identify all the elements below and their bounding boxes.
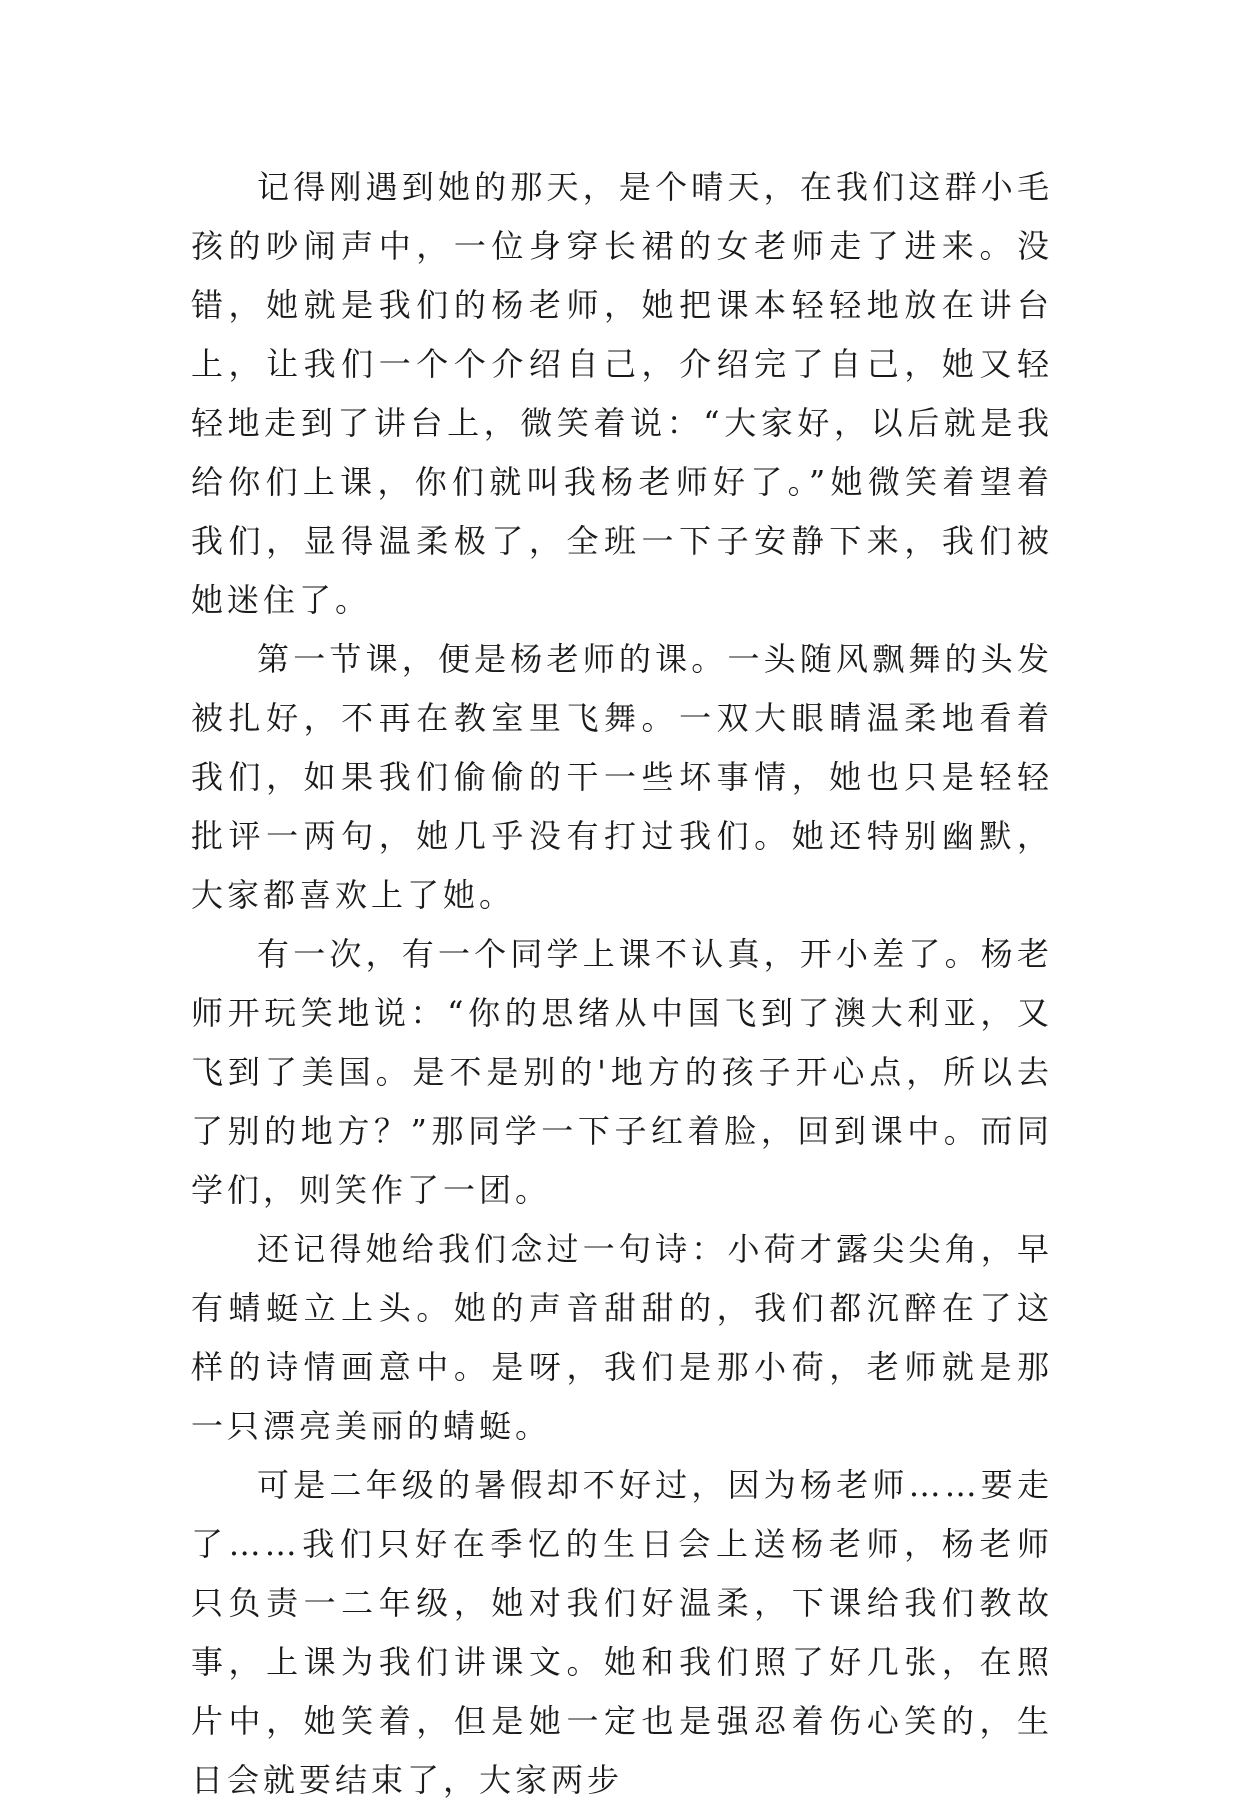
paragraph-2: 第一节课，便是杨老师的课。一头随风飘舞的头发被扎好，不再在教室里飞舞。一双大眼睛温柔地看着我们，如果我们偷偷的干一些坏事情，她也只是轻轻批评一两句，她几乎没有打过我们。她还特别幽默，大家都喜欢上了她。 bbox=[191, 640, 1053, 914]
paragraph-4: 还记得她给我们念过一句诗：小荷才露尖尖角，早有蜻蜓立上头。她的声音甜甜的，我们都沉醉在了这样的诗情画意中。是呀，我们是那小荷，老师就是那一只漂亮美丽的蜻蜓。 bbox=[191, 1230, 1053, 1445]
paragraph-5: 可是二年级的暑假却不好过，因为杨老师……要走了……我们只好在季忆的生日会上送杨老师，杨老师只负责一二年级，她对我们好温柔，下课给我们教故事，上课为我们讲课文。她和我们照了好几张，在照片中，她笑着，但是她一定也是强忍着伤心笑的，生日会就要结束了，大家两步 bbox=[191, 1466, 1053, 1799]
paragraph-3: 有一次，有一个同学上课不认真，开小差了。杨老师开玩笑地说：“你的思绪从中国飞到了澳大利亚，又飞到了美国。是不是别的'地方的孩子开心点，所以去了别的地方？”那同学一下子红着脸，回到课中。而同学们，则笑作了一团。 bbox=[191, 935, 1053, 1209]
paragraph-1: 记得刚遇到她的那天，是个晴天，在我们这群小毛孩的吵闹声中，一位身穿长裙的女老师走了进来。没错，她就是我们的杨老师，她把课本轻轻地放在讲台上，让我们一个个介绍自己，介绍完了自己，她又轻轻地走到了讲台上，微笑着说：“大家好，以后就是我给你们上课，你们就叫我杨老师好了。”她微笑着望着我们，显得温柔极了，全班一下子安静下来，我们被她迷住了。 bbox=[191, 168, 1053, 619]
document-body bbox=[191, 158, 1053, 1810]
